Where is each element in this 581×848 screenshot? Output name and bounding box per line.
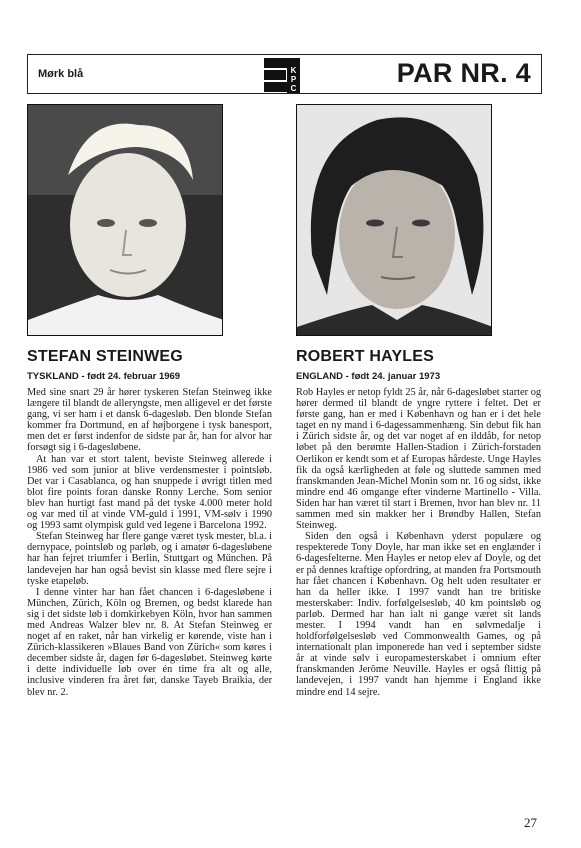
rider-name-right: ROBERT HAYLES: [296, 348, 435, 365]
logo-letter-p: P: [290, 75, 297, 84]
pair-title: PAR NR. 4: [396, 58, 531, 88]
portrait-blond-rider-image: [28, 105, 223, 336]
bio-paragraph: At han var et stort talent, beviste Steinweg allerede i 1986 ved som junior at blive verdensmester i pointsløb. Det var i Casablanca, og han snuppede i øvrigt titlen med blot fire points foran danske Ronny Lerche. Som senior blev han hurtigt fast mand på det tyske 4.000 meter hold og var med til at vinde VM-guld i 1991, VM-sølv i 1990 og 1993 samt olympisk guld ved legene i Barcelona 1992.: [27, 453, 272, 532]
bio-paragraph: Rob Hayles er netop fyldt 25 år, når 6-dagesløbet starter og hører dermed til blandt de yngre ryttere i feltet. Det er første gang, han er med i København og han er i det hele taget en ny mand i 6-dagessammenhæng. Sin debut fik han i Zürich sidste år, og det var noget af en ilddåb, for netop løbet på den berømte Hallen-Stadion i Zürich-forstaden Oerlikon er kendt som et af Europas hårdeste. Unge Hayles fik da også kærligheden at føle og sluttede sammen med franskmanden Jean-Michel Monin som nr. 16 og sidst, ikke mindre end 46 omgange efter vinderne Martinello - Villa. Siden har han været til start i Bremen, hvor han blev nr. 11 sammen med sin makker her i Brøndby Hallen, Stefan Steinweg.: [296, 387, 541, 532]
logo-letter-c: C: [290, 84, 297, 93]
rider-meta-left: TYSKLAND - født 24. februar 1969: [27, 371, 181, 382]
team-color-label: Mørk blå: [38, 68, 84, 80]
page-number: 27: [524, 815, 537, 830]
bio-paragraph: I denne vinter har han fået chancen i 6-dagesløbene i München, Zürich, Köln og Bremen, og bedst klarede han sig i det sidste løb i domkirkebyen Köln, hvor han sammen med Andreas Walzer blev nr. 8. At Stefan Steinweg er noget af en raket, når han virkelig er kørende, viste han i Zürich-klassikeren »Blaues Band von Zürich« som køres i december sidste år, dagen før 6-dagesløbet. Steinweg kørte i dette individuelle løb over én time fra alt og alle, inclusive vinderen fra året før, danske Tayeb Braikia, der blev nr. 2.: [27, 586, 272, 698]
bio-paragraph: Siden den også i København yderst populære og respekterede Tony Doyle, har man ikke set en englænder i 6-dagesfelterne. Men Hayles er netop elev af Doyle, og det er på dennes kraftige opfordring, at manden fra Portsmouth har fået chancen i København. Og helt uden resultater er han da heller ikke. I 1997 vandt han tre britiske mesterskaber: Indiv. forfølgelsesløb, 40 km pointsløb og parløb. Dermed har han ialt ni gange været sit lands mester. I 1994 vandt han en sølvmedalje i holdforfølgelsesløb ved Commonwealth Games, og på internationalt plan imponerede han ved i september sidste år at vinde sølv i europamesterskabet i omnium efter franskmanden Jerôme Neuville. Hayles er også flittig på landevejen, i 1997 vandt han hjemme i England ikke mindre end 14 sejre.: [296, 531, 541, 698]
header-box: [27, 54, 542, 94]
bio-paragraph: Stefan Steinweg har flere gange været tysk mester, bl.a. i dernypace, pointsløb og parløb, og i amatør 6-dagesløbene har han fejret triumfer i Berlin, Stuttgart og München. På landevejen har han også bevist sin klasse med flere sejre i tyske etapeløb.: [27, 531, 272, 587]
portrait-dark-haired-rider-image: [297, 105, 492, 336]
rider-photo-hayles: [296, 104, 492, 336]
rider-bio-left: [27, 387, 272, 698]
logo-bar-middle: [264, 70, 286, 80]
rider-bio-right: [296, 387, 541, 698]
rider-meta-right: ENGLAND - født 24. januar 1973: [296, 371, 441, 382]
rider-photo-steinweg: [27, 104, 223, 336]
logo-letters: [287, 66, 300, 93]
logo-letter-k: K: [290, 66, 297, 75]
bio-paragraph: Med sine snart 29 år hører tyskeren Stefan Steinweg ikke længere til blandt de alleryngste, men alligevel er det første gang, vi ser ham i et dansk 6-dagesløb. Den blonde Stefan kommer fra Dortmund, en af højborgene i tysk banesport, men det er først indenfor de sidste par år, han for alvor har forsøgt sig i 6-dagesløbene.: [27, 387, 272, 454]
kpc-logo: [264, 58, 300, 92]
rider-name-left: STEFAN STEINWEG: [27, 348, 183, 365]
